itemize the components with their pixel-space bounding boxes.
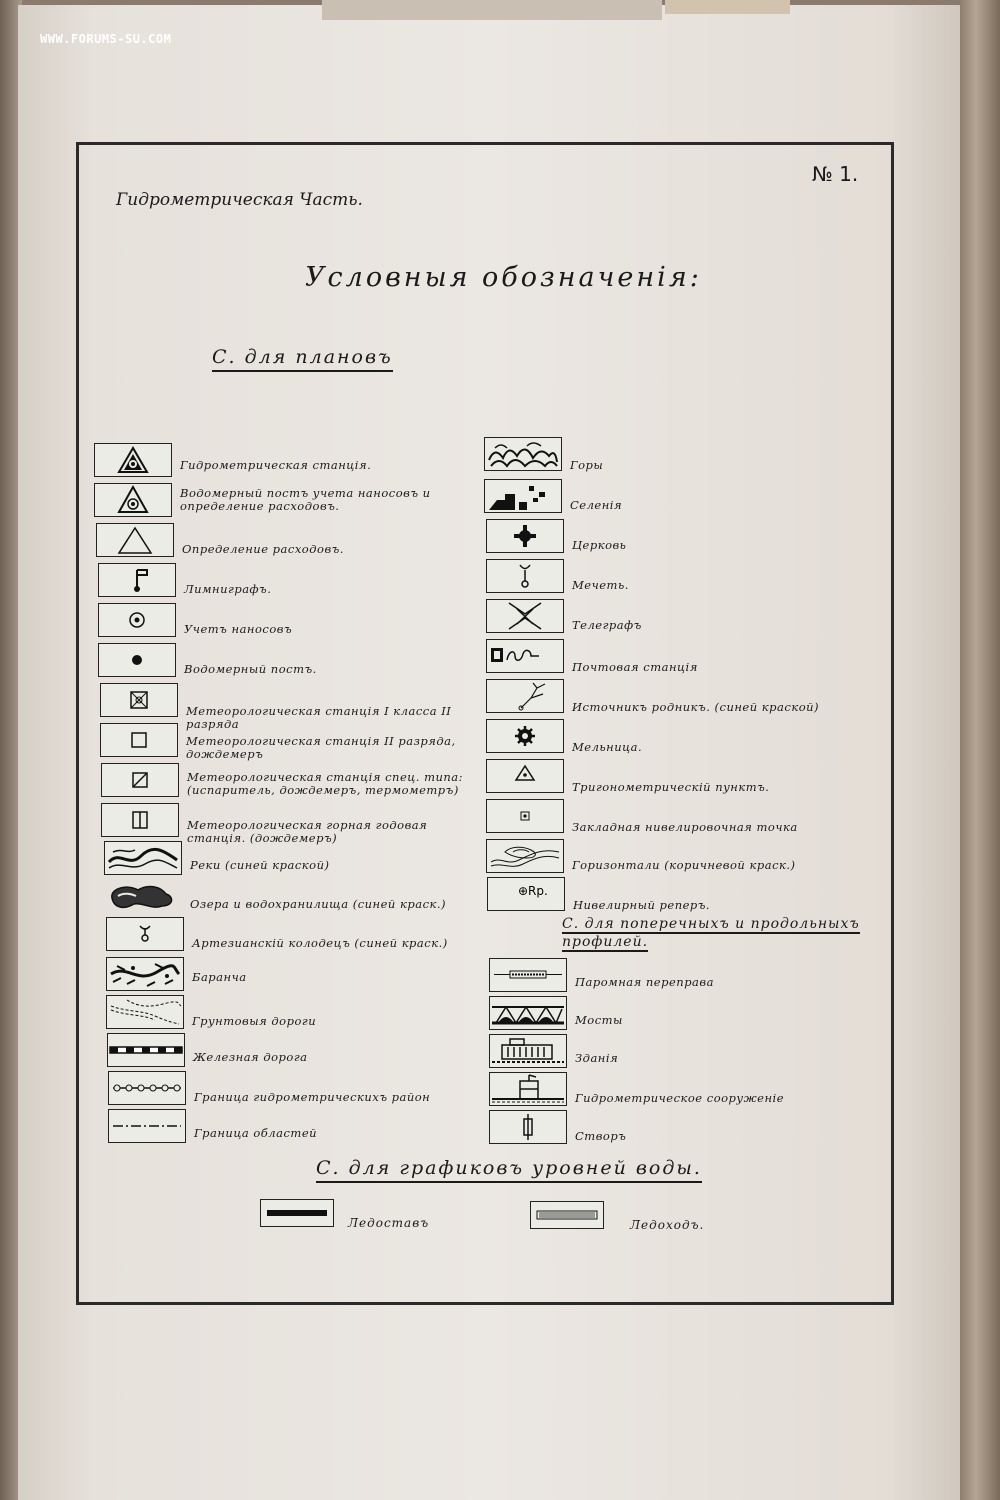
page-number: № 1. [812,162,859,186]
legend-label: Водомерный постъ. [184,662,317,676]
meteo-station-2-symbol [100,723,178,757]
legend-label: Лимниграфъ. [184,582,272,596]
legend-label: Определение расходовъ. [182,542,344,556]
ferry-symbol [489,958,567,992]
legend-label: Граница гидрометрическихъ район [194,1090,431,1104]
legend-label: Артезианскій колодецъ (синей краск.) [192,936,448,950]
legend-label: Граница областей [194,1126,318,1140]
watermark: WWW.FORUMS-SU.COM [40,32,172,46]
legend-label: Метеорологическая станція II разряда, дождемеръ [186,734,456,762]
hydrometric-district-border-symbol [108,1071,186,1105]
rp-mark: ⊕Rp. [518,884,548,898]
section-profiles-heading [562,916,878,951]
legend-label: Зданія [575,1051,619,1065]
sediment-symbol [98,603,176,637]
section-plans-heading: С. для плановъ [212,346,393,372]
gauge-post-sediment-symbol [94,483,172,517]
freeze-up-symbol [260,1199,334,1227]
legend-label: Паромная переправа [575,975,714,989]
legend-label: Мосты [575,1013,623,1027]
post-station-symbol [486,639,564,673]
legend-label: Водомерный постъ учета наносовъ и определение расходовъ. [180,486,431,514]
legend-label: Церковь [572,538,627,552]
legend-label: Нивелирный реперъ. [573,898,711,912]
hydro-structure-symbol [489,1072,567,1106]
legend-label: Створъ [575,1129,627,1143]
legend-label: Мельница. [572,740,643,754]
legend-label: Тригонометрическій пунктъ. [572,780,770,794]
legend-label: Источникъ родникъ. (синей краской) [572,700,820,714]
legend-label: Баранча [192,970,247,984]
trig-point-symbol [486,759,564,793]
legend-label: Гидрометрическое сооруженіе [575,1091,785,1105]
legend-label: Метеорологическая станція спец. типа: (испаритель, дождемеръ, термометръ) [187,770,464,798]
legend-label: Горизонтали (коричневой краск.) [572,858,796,872]
benchmark-point-symbol [486,799,564,833]
part-title: Гидрометрическая Часть. [116,190,363,210]
paper-tab-yellow [665,0,790,14]
gauging-station-symbol [94,443,172,477]
legend-label: Закладная нивелировочная точка [572,820,798,834]
limnigraph-symbol [98,563,176,597]
railway-symbol [107,1033,185,1067]
legend-label: Учетъ наносовъ [184,622,293,636]
legend-label: Мечеть. [572,578,629,592]
legend-label: Реки (синей краской) [190,858,330,872]
region-border-symbol [108,1109,186,1143]
bridge-symbol [489,996,567,1030]
legend-label: Железная дорога [193,1050,308,1064]
legend-label: Озера и водохранилища (синей краск.) [190,897,447,911]
contour-lines-symbol [486,839,564,873]
gauge-post-symbol [98,643,176,677]
spring-symbol [486,679,564,713]
mill-symbol [486,719,564,753]
telegraph-symbol [486,599,564,633]
meteo-station-1-symbol [100,683,178,717]
legend-label: Телеграфъ [572,618,642,632]
paper-tab [322,0,662,20]
ice-drift-symbol [530,1201,604,1229]
section-profiles-text: С. для поперечныхъ и продольныхъ профилей. [562,916,860,950]
legend-label: Гидрометрическая станція. [180,458,372,472]
meteo-station-special-symbol [101,763,179,797]
ravine-symbol [106,957,184,991]
section-graphs-heading: С. для графиковъ уровней воды. [316,1157,702,1183]
legend-label: Горы [570,458,604,472]
legend-label: Метеорологическая горная годовая станція. (дождемеръ) [187,818,428,846]
freeze-up-label: Ледоставъ [348,1216,430,1230]
page-edge [960,0,1000,1500]
dirt-roads-symbol [106,995,184,1029]
lakes-symbol [104,880,180,912]
cross-section-line-symbol [489,1110,567,1144]
church-symbol [486,519,564,553]
mountains-symbol [484,437,562,471]
benchmark-rp-symbol [487,877,565,911]
mountain-meteo-symbol [101,803,179,837]
discharge-symbol [96,523,174,557]
legend-label: Почтовая станція [572,660,698,674]
artesian-well-symbol [106,917,184,951]
legend-label: Грунтовыя дороги [192,1014,317,1028]
mosque-symbol [486,559,564,593]
buildings-symbol [489,1034,567,1068]
page-title: Условныя обозначенія: [305,262,702,293]
ice-drift-label: Ледоходъ. [630,1218,705,1232]
legend-label: Селенія [570,498,623,512]
legend-label: Метеорологическая станція I класса II разряда [186,704,452,732]
rivers-symbol [104,841,182,875]
settlement-symbol [484,479,562,513]
